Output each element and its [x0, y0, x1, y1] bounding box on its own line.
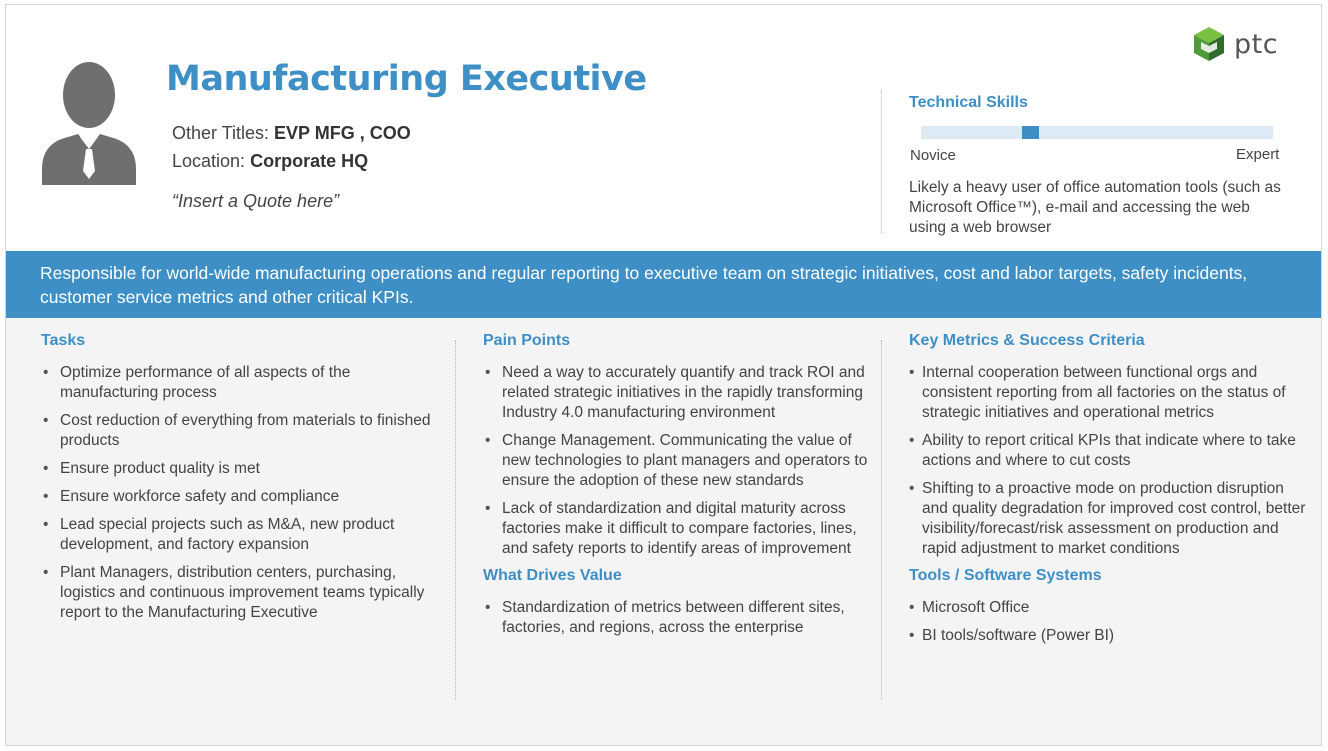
key-metrics-title: Key Metrics & Success Criteria	[909, 332, 1145, 349]
list-item: • BI tools/software (Power BI)	[909, 626, 1309, 646]
skill-high-label: Expert	[1236, 146, 1280, 163]
ptc-logo	[1192, 25, 1278, 63]
tasks-title: Tasks	[41, 332, 86, 349]
key-metrics-list	[909, 363, 1309, 559]
skills-divider	[881, 91, 882, 233]
location-value: Corporate HQ	[250, 151, 369, 171]
skill-low-label: Novice	[910, 147, 956, 164]
tasks-list	[41, 363, 451, 623]
list-item: • Lead special projects such as M&A, new product development, and factory expansion	[41, 515, 451, 555]
other-titles-value: EVP MFG , COO	[274, 123, 411, 143]
technical-skill-scale	[921, 126, 1273, 139]
location-line	[172, 151, 368, 172]
pain-points-list	[483, 363, 873, 559]
list-item: • Ensure workforce safety and compliance	[41, 487, 451, 507]
list-item: • Lack of standardization and digital maturity across factories make it difficult to compare factories, lines, and safety reports to identify areas of improvement	[483, 499, 873, 559]
technical-skills-description: Likely a heavy user of office automation tools (such as Microsoft Office™), e-mail and accessing the web using a web browser	[909, 179, 1281, 236]
persona-header	[6, 5, 1321, 251]
ptc-logo-text: ptc	[1234, 28, 1279, 60]
list-item: • Shifting to a proactive mode on production disruption and quality degradation for improved cost control, better visibility/forecast/risk assessment on production and rapid adjustment to market conditions	[909, 479, 1309, 559]
what-drives-value-list	[483, 598, 873, 638]
column-divider-2	[881, 340, 882, 700]
key-metrics-section	[909, 332, 1309, 654]
technical-skill-level-marker	[1022, 126, 1039, 139]
persona-title: Manufacturing Executive	[166, 59, 647, 99]
list-item: • Standardization of metrics between different sites, factories, and regions, across the enterprise	[483, 598, 873, 638]
list-item: • Change Management. Communicating the value of new technologies to plant managers and operators to ensure the adoption of these new standards	[483, 431, 873, 491]
responsibility-banner: Responsible for world-wide manufacturing operations and regular reporting to executive team on strategic initiatives, cost and labor targets, safety incidents, customer service metrics and other critical KPIs.	[6, 251, 1321, 318]
persona-quote: “Insert a Quote here”	[172, 191, 340, 211]
list-item: • Cost reduction of everything from materials to finished products	[41, 411, 451, 451]
other-titles-line	[172, 123, 411, 144]
person-avatar-icon	[36, 57, 142, 185]
pain-points-section	[483, 332, 873, 646]
tasks-section	[41, 332, 451, 631]
column-divider-1	[455, 340, 456, 700]
ptc-logo-icon	[1192, 25, 1226, 63]
tools-software-title: Tools / Software Systems	[909, 567, 1102, 584]
what-drives-value-title: What Drives Value	[483, 567, 622, 584]
list-item: • Optimize performance of all aspects of the manufacturing process	[41, 363, 451, 403]
technical-skills-title: Technical Skills	[909, 94, 1028, 111]
other-titles-label: Other Titles:	[172, 123, 270, 143]
persona-card	[5, 4, 1322, 746]
tools-software-list	[909, 598, 1309, 646]
list-item: • Ensure product quality is met	[41, 459, 451, 479]
list-item: • Need a way to accurately quantify and track ROI and related strategic initiatives in the rapidly transforming Industry 4.0 manufacturing environment	[483, 363, 873, 423]
list-item: • Plant Managers, distribution centers, purchasing, logistics and continuous improvement teams typically report to the Manufacturing Executive	[41, 563, 451, 623]
pain-points-title: Pain Points	[483, 332, 571, 349]
location-label: Location:	[172, 151, 246, 171]
list-item: • Ability to report critical KPIs that indicate where to take actions and where to cut costs	[909, 431, 1309, 471]
list-item: • Internal cooperation between functional orgs and consistent reporting from all factories on the status of strategic initiatives and operational metrics	[909, 363, 1309, 423]
list-item: • Microsoft Office	[909, 598, 1309, 618]
